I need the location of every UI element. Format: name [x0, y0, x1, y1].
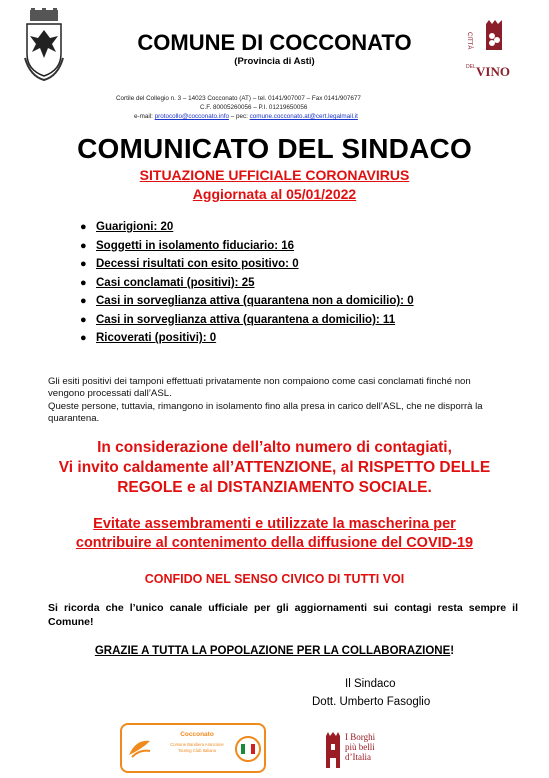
subtitle: SITUAZIONE UFFICIALE CORONAVIRUS: [139, 167, 410, 183]
mask-block: [0, 515, 549, 553]
page-title: COMUNICATO DEL SINDACO: [77, 133, 472, 164]
tower-icon: [323, 730, 343, 768]
info-paragraph-1: Gli esiti positivi dei tamponi effettuati privatamente non compaiono come casi conclamati finché non vengono processati dall’ASL.: [48, 376, 471, 400]
borghi-piu-belli-logo: [323, 728, 389, 770]
bullet-icon: ●: [80, 332, 87, 344]
pec-link[interactable]: comune.cocconato.at@cert.legalmail.it: [249, 113, 358, 120]
list-item: ● Decessi risultati con esito positivo: 0: [80, 255, 414, 274]
list-item: ● Casi in sorveglianza attiva (quarantena non a domicilio): 0: [80, 292, 414, 311]
list-item: ● Casi in sorveglianza attiva (quarantena a domicilio): 11: [80, 311, 414, 330]
logo-subtitle: Comune Bandiera Arancione: [170, 742, 224, 747]
logo-title: Cocconato: [180, 731, 214, 738]
bullet-icon: ●: [80, 276, 87, 289]
appeal-line: REGOLE e al DISTANZIAMENTO SOCIALE.: [117, 479, 432, 496]
email-label: e-mail:: [134, 113, 155, 120]
svg-text:VINO: VINO: [476, 64, 510, 79]
bullet-icon: ●: [80, 258, 87, 270]
touring-club-badge-icon: [234, 731, 262, 767]
pec-label: – pec:: [228, 113, 250, 120]
appeal-line: Vi invito caldamente all’ATTENZIONE, al RISPETTO DELLE: [58, 459, 491, 476]
list-item: ● Casi conclamati (positivi): 25: [80, 274, 414, 293]
appeal-block: [0, 438, 549, 498]
email-link[interactable]: protocollo@cocconato.info: [154, 113, 229, 120]
grazie-exclamation: !: [450, 645, 455, 657]
list-item: ● Ricoverati (positivi): 0: [80, 329, 414, 348]
appeal-line: In considerazione dell’alto numero di contagiati,: [97, 439, 452, 456]
borghi-line: I Borghi: [345, 732, 376, 742]
stats-list: [80, 218, 414, 348]
logo-subtitle: Touring Club Italiano: [177, 748, 217, 753]
bullet-icon: ●: [80, 239, 87, 252]
borghi-line: d’Italia: [345, 752, 371, 762]
grazie-text: [0, 645, 549, 657]
signature-role: Il Sindaco: [345, 678, 396, 690]
list-item: ● Soggetti in isolamento fiduciario: 16: [80, 237, 414, 256]
borghi-line: più belli: [345, 742, 375, 752]
grazie-main: GRAZIE A TUTTA LA POPOLAZIONE PER LA COLLABORAZIONE: [94, 645, 451, 657]
email-line: [134, 113, 358, 120]
info-paragraph-2: Queste persone, tuttavia, rimangono in isolamento fino alla presa in carico dell’ASL, che ne disporrà la quarantena.: [48, 401, 483, 425]
bullet-icon: ●: [80, 221, 87, 233]
bandiera-arancione-logo: [120, 723, 266, 773]
confido-text: CONFIDO NEL SENSO CIVICO DI TUTTI VOI: [144, 572, 405, 586]
fiscal-code-line: C.F. 80005260056 – P.I. 01219650056: [200, 104, 308, 111]
updated-date: Aggiornata al 05/01/2022: [192, 186, 357, 202]
mask-line: Evitate assembramenti e utilizzate la mascherina per: [93, 516, 456, 532]
svg-text:DEL: DEL: [466, 64, 476, 70]
mask-line: contribuire al contenimento della diffusione del COVID-19: [75, 535, 474, 551]
comune-title: COMUNE DI COCCONATO: [137, 30, 412, 55]
signature-name: Dott. Umberto Fasoglio: [312, 696, 431, 708]
bullet-icon: ●: [80, 295, 87, 307]
ricorda-text: Si ricorda che l’unico canale ufficiale per gli aggiornamenti sui contagi resta sempre il Comune!: [48, 602, 518, 628]
bullet-icon: ●: [80, 313, 87, 326]
provincia-label: (Provincia di Asti): [234, 56, 315, 67]
address-line: Cortile del Collegio n. 3 – 14023 Cocconato (AT) – tel. 0141/907007 – Fax 0141/907677: [116, 95, 361, 102]
orange-flag-icon: [126, 735, 152, 761]
list-item: ● Guarigioni: 20: [80, 218, 414, 237]
svg-text:CITTÀ: CITTÀ: [466, 32, 472, 50]
